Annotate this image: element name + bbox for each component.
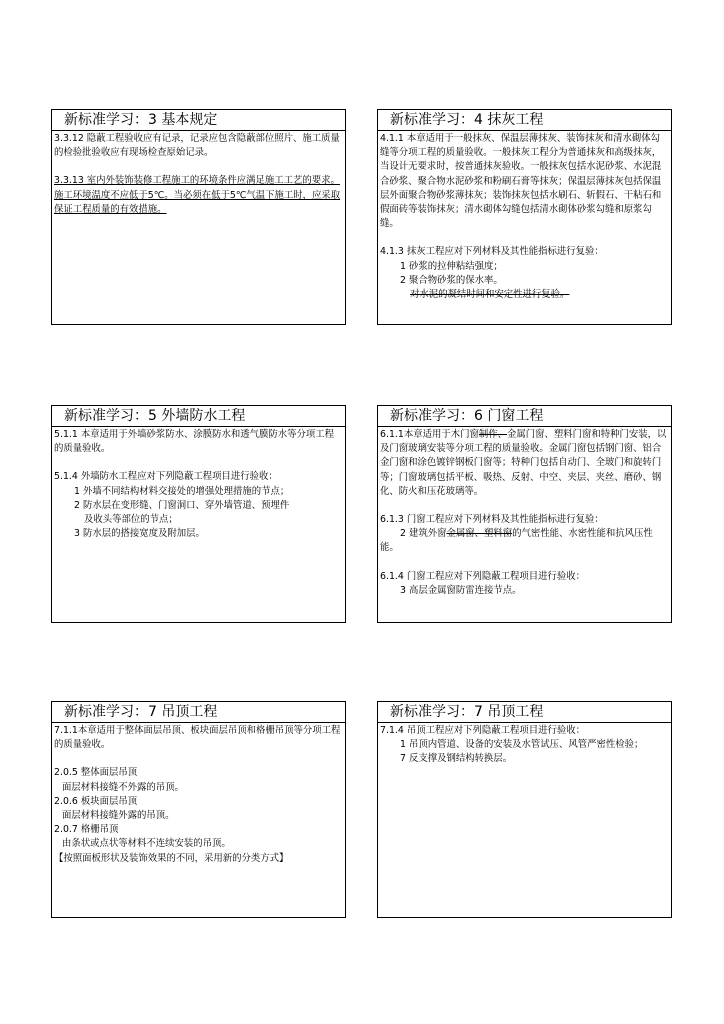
clause-5-1-1: 5.1.1 本章适用于外墙砂浆防水、涂膜防水和透气膜防水等分项工程的质量验收。 [54,429,334,455]
slide-7-ceiling-a [51,701,346,918]
clause-5-1-4: 5.1.4 外墙防水工程应对下列隐蔽工程项目进行验收： [54,471,278,483]
classification-note: 【按照面板形状及装饰效果的不同，采用新的分类方式】 [54,852,289,864]
deleted-text: 施工环境温度不应低于5℃。当必须在低于5℃气温下施工时，应采取保证工程质量的有效措施。 [54,189,341,215]
slide-title: 新标准学习：3 基本规定 [52,110,345,131]
list-item: 2 建筑外窗金属窗、塑料窗的气密性能、水密性能和抗风压性能。 [380,528,653,554]
slide-4-plastering [377,109,672,325]
list-item: 1 吊顶内管道、设备的安装及水管试压、风管严密性检验； [400,739,644,751]
slide-body [378,131,671,302]
clause-3-3-13-text: 3.3.13 室内外装饰装修工程施工的环境条件应满足施工工艺的要求。 [54,175,340,187]
slide-title: 新标准学习：7 吊顶工程 [378,702,671,723]
list-item: 3 高层金属窗防雷连接节点。 [400,584,522,596]
slide-body [378,427,671,598]
deleted-text: 制作、 [478,429,507,440]
clause-3-3-12: 3.3.12 隐蔽工程验收应有记录，记录应包含隐蔽部位照片、施工质量的检验批验收应有现场检查原始记录。 [54,133,340,159]
slide-title: 新标准学习：4 抹灰工程 [378,110,671,131]
slide-5-exterior-waterproof [51,405,346,623]
slide-7-ceiling-b [377,701,672,918]
list-item: 1 砂浆的拉伸粘结强度； [400,260,503,272]
clause-7-1-1: 7.1.1本章适用于整体面层吊顶、板块面层吊顶和格栅吊顶等分项工程的质量验收。 [54,725,341,751]
clause-6-1-3: 6.1.3 门窗工程应对下列材料及其性能指标进行复验： [380,514,604,526]
definition-text: 由条状或点状等材料不连续安装的吊顶。 [62,838,231,850]
slide-body [52,427,345,541]
slide-6-doors-windows [377,405,672,623]
slide-title: 新标准学习：6 门窗工程 [378,406,671,427]
clause-4-1-3: 4.1.3 抹灰工程应对下列材料及其性能指标进行复验： [380,246,604,258]
slide-body [52,723,345,866]
list-item: 3 防水层的搭接宽度及附加层。 [74,528,205,540]
slide-3-basic-provisions [51,109,346,325]
deleted-item: 对水泥的凝结时间和安定性进行复验。 [410,289,570,301]
slide-body [52,131,345,217]
clause-7-1-4: 7.1.4 吊顶工程应对下列隐蔽工程项目进行验收： [380,725,585,736]
clause-3-3-13 [54,174,343,217]
list-item: 7 反支撑及钢结构转换层。 [400,753,513,765]
definition-text: 面层材料接缝外露的吊顶。 [62,810,175,822]
definition-term: 2.0.7 格栅吊顶 [54,824,119,836]
list-item: 1 外墙不同结构材料交接处的增强处理措施的节点； [74,485,290,497]
deleted-text: 金属窗、塑料窗 [446,528,513,540]
definition-term: 2.0.6 板块面层吊顶 [54,795,138,807]
list-item: 2 聚合物砂浆的保水率。 [400,274,503,286]
definition-text: 面层材料接缝不外露的吊顶。 [62,781,184,793]
list-item: 2 防水层在变形缝、门窗洞口、穿外墙管道、预埋件 [74,499,290,511]
list-item-continued: 及收头等部位的节点； [84,514,178,526]
slide-body [378,723,671,767]
slide-title: 新标准学习：7 吊顶工程 [52,702,345,723]
clause-6-1-1: 6.1.1本章适用于木门窗制作、金属门窗、塑料门窗和特种门安装，以及门窗玻璃安装等分项工程的质量验收。金属门窗包括钢门窗、铝合金门窗和涂色镀锌钢板门窗等；特种门包括自动门、全玻门和旋转门等；门窗玻璃包括平板、吸热、反射、中空、夹层、夹丝、磨砂、钢化、防火和压花玻璃等。 [380,429,667,497]
slide-title: 新标准学习：5 外墙防水工程 [52,406,345,427]
clause-6-1-4: 6.1.4 门窗工程应对下列隐蔽工程项目进行验收： [380,570,585,582]
definition-term: 2.0.5 整体面层吊顶 [54,767,138,779]
clause-4-1-1: 4.1.1 本章适用于一般抹灰、保温层薄抹灰、装饰抹灰和清水砌体勾缝等分项工程的质量验收。一般抹灰工程分为普通抹灰和高级抹灰，当设计无要求时，按普通抹灰验收。一般抹灰包括水泥砂浆、水泥混合砂浆、聚合物水泥砂浆和粉刷石膏等抹灰；保温层薄抹灰包括保温层外面聚合物砂浆薄抹灰；装饰抹灰包括水刷石、斩假石、干粘石和假面砖等装饰抹灰；清水砌体勾缝包括清水砌体砂浆勾缝和原浆勾缝。 [380,133,662,230]
